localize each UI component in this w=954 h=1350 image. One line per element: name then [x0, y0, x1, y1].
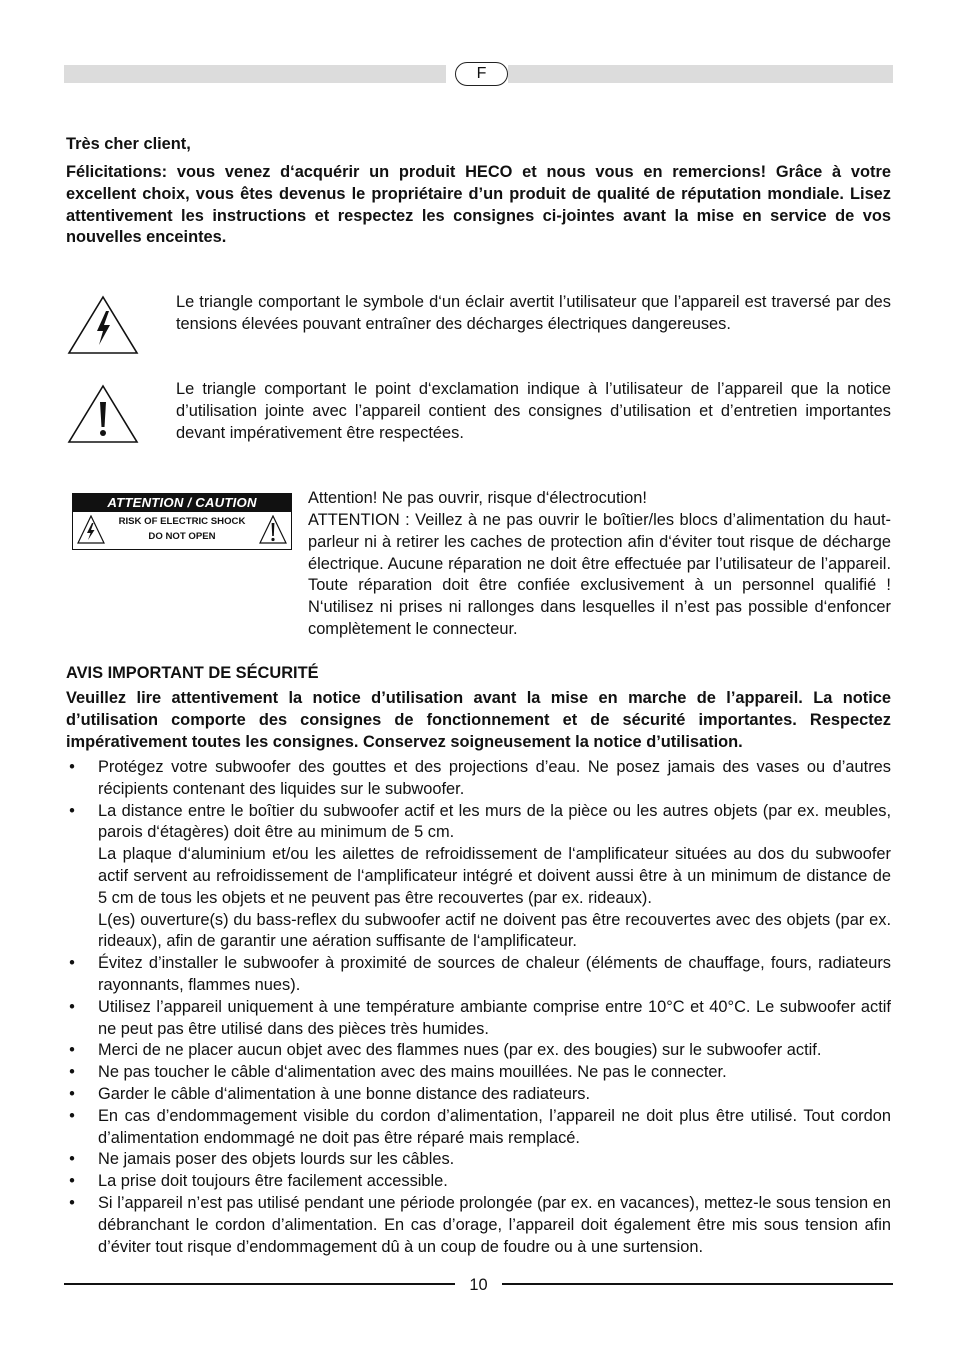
- caution-label: [72, 493, 292, 550]
- safety-heading: AVIS IMPORTANT DE SÉCURITÉ: [66, 664, 319, 682]
- list-item-continuation: L(es) ouverture(s) du bass-reflex du subwoofer actif ne doivent pas être recouvertes avec des objets (par ex. rideaux), afin de garantir une aération suffisante de l‘amplificateur.: [98, 910, 891, 951]
- footer-rule-right: [502, 1283, 893, 1285]
- caution-label-header: ATTENTION / CAUTION: [73, 494, 291, 512]
- list-item: • En cas d’endommagement visible du cordon d’alimentation, l’appareil ne doit plus être utilisé. Tout cordon d’alimentation endommagé ne doit pas être réparé mais remplacé.: [69, 1106, 891, 1147]
- list-item: • Garder le câble d‘alimentation à une bonne distance des radiateurs.: [69, 1084, 591, 1103]
- list-item: • Utilisez l’appareil uniquement à une température ambiante comprise entre 10°C et 40°C. Le subwoofer actif ne peut pas être utilisé dans des pièces très humides.: [69, 997, 891, 1038]
- page-number: 10: [469, 1276, 488, 1294]
- exclamation-description: Le triangle comportant le point d‘exclamation indique à l’utilisateur de l’appareil que la notice d’utilisation jointe avec l’appareil contient des consignes d’utilisation et d’entretien importantes devant impérativement être respectées.: [176, 380, 891, 442]
- list-item: • Évitez d’installer le subwoofer à proximité de sources de chaleur (éléments de chauffage, fours, radiateurs rayonnants, flammes nues).: [69, 954, 891, 994]
- header-bar-right: [508, 65, 893, 83]
- attention-paragraph: ATTENTION : Veillez à ne pas ouvrir le boîtier/les blocs d’alimentation du haut-parleur ni à retirer les caches de protection afin d‘éviter tout risque de décharge électrique. Aucune réparation ne doit être effectuée par l’utilisateur de l’appareil. Toute réparation doit être confiée exclusivement à un personnel qualifié ! N‘utilisez ni prises ni rallonges dans lesquelles il n’est pas possible d‘enfoncer complètement le connecteur.: [308, 511, 891, 638]
- header-bar-left: [64, 65, 446, 83]
- list-item: • Ne pas toucher le câble d‘alimentation avec des mains mouillées. Ne pas le connecter.: [69, 1063, 727, 1082]
- greeting: Très cher client,: [66, 135, 191, 153]
- footer-rule-left: [64, 1283, 455, 1285]
- list-item: • Protégez votre subwoofer des gouttes et des projections d’eau. Ne posez jamais des vases ou d’autres récipients contenant des liquides sur le subwoofer.: [69, 758, 891, 798]
- list-item: • Si l’appareil n’est pas utilisé pendant une période prolongée (par ex. en vacances), mettez-le sous tension en débranchant le cordon d’alimentation. En cas d’orage, l’appareil doit également être mis sous tension afin d’éviter tout risque d’endommagement dû à un coup de foudre ou à une surtension.: [69, 1193, 891, 1256]
- list-item: • Ne jamais poser des objets lourds sur les câbles.: [69, 1150, 455, 1169]
- list-item: • La distance entre le boîtier du subwoofer actif et les murs de la pièce ou les autres objets (par ex. meubles, parois d‘étagères) doit être au minimum de 5 cm. La plaque d‘aluminium et/ou les ailettes de refroidissement de l‘amplificateur situées au dos du subwoofer actif servent au refroidissement de l‘amplificateur intégré et doivent aussi être à un minimum de distance de 5 cm de tous les objets et ne peuvent pas être recouvertes (par ex. rideaux). L(es) ouverture(s) du bass-reflex du subwoofer actif ne doivent pas être recouvertes avec des objets (par ex. rideaux), afin de garantir une aération suffisante de l‘amplificateur.: [66, 801, 891, 954]
- attention-title: Attention! Ne pas ouvrir, risque d‘électrocution!: [308, 489, 647, 507]
- caution-label-line2: DO NOT OPEN: [148, 531, 216, 542]
- list-item: • La prise doit toujours être facilement accessible.: [69, 1172, 448, 1191]
- exclamation-warning-icon: [67, 384, 139, 444]
- language-badge: F: [455, 62, 508, 86]
- lightning-description: Le triangle comportant le symbole d‘un éclair avertit l’utilisateur que l’appareil est traversé par des tensions élevées pouvant entraîner des décharges électriques dangereuses.: [176, 293, 891, 333]
- list-item-continuation: La plaque d‘aluminium et/ou les ailettes de refroidissement de l‘amplificateur situées au dos du subwoofer actif servent au refroidissement de l‘amplificateur intégré et doivent aussi être à un minimum de distance de 5 cm de tous les objets et ne peuvent pas être recouvertes (par ex. rideaux).: [98, 845, 891, 907]
- caution-label-line1: RISK OF ELECTRIC SHOCK: [118, 516, 246, 527]
- intro-paragraph: Félicitations: vous venez d‘acquérir un produit HECO et nous vous en remercions! Grâce à votre excellent choix, vous êtes devenus le propriétaire d’un produit de qualité de réputation mondiale. Lisez attentivement les instructions et respectez les consignes ci-jointes avant la mise en service de vos nouvelles enceintes.: [66, 163, 891, 247]
- lightning-warning-icon: [67, 295, 139, 355]
- safety-list: [66, 757, 891, 1258]
- list-item: • Merci de ne placer aucun objet avec des flammes nues (par ex. des bougies) sur le subwoofer actif.: [69, 1041, 822, 1060]
- caution-exclamation-icon: [259, 515, 287, 545]
- safety-intro: Veuillez lire attentivement la notice d’utilisation avant la mise en marche de l’appareil. La notice d’utilisation comporte des consignes de fonctionnement et de sécurité importantes. Respectez impérativement toutes les consignes. Conservez soigneusement la notice d’utilisation.: [66, 689, 891, 751]
